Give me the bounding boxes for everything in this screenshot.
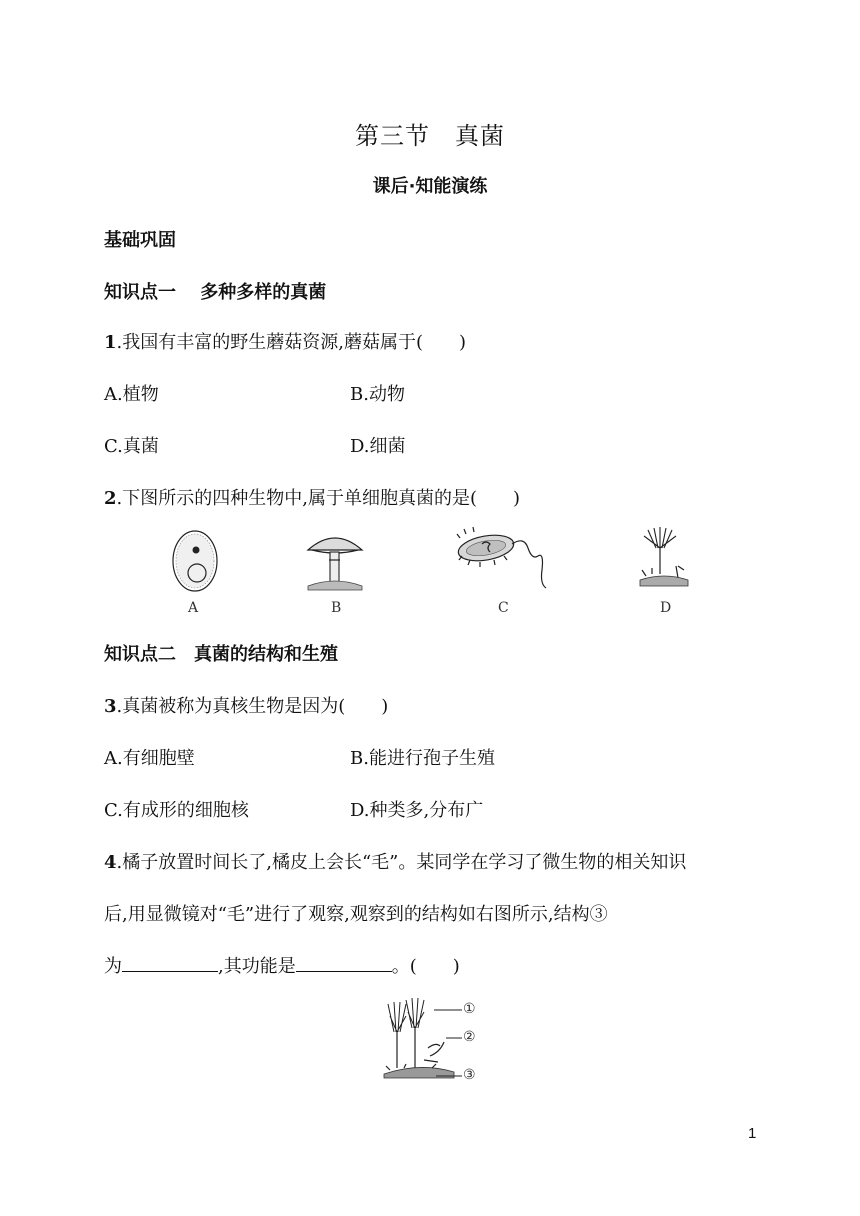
- option-b: B.能进行孢子生殖: [350, 748, 495, 769]
- text-segment: ,其功能是: [218, 956, 296, 977]
- option-a: A.有细胞壁: [104, 748, 195, 769]
- mushroom-figure: [300, 528, 370, 598]
- page-number: 1: [748, 1125, 757, 1142]
- structure-label-1: ①: [463, 1001, 476, 1017]
- knowledge-point-2: 知识点二 真菌的结构和生殖: [104, 644, 338, 665]
- option-b: B.动物: [350, 384, 405, 405]
- question-2: [104, 484, 520, 510]
- question-1: [104, 328, 466, 354]
- section-heading-basic: 基础巩固: [104, 230, 176, 251]
- option-c: C.真菌: [104, 436, 159, 457]
- question-3: [104, 692, 388, 718]
- page-title: 第三节 真菌: [355, 122, 505, 150]
- question-text: .真菌被称为真核生物是因为( ): [116, 696, 389, 717]
- question-4-line-1: [104, 848, 686, 874]
- question-text: .橘子放置时间长了,橘皮上会长“毛”。某同学在学习了微生物的相关知识: [116, 852, 687, 873]
- answer-blank-2[interactable]: [296, 953, 392, 972]
- text-segment: 。( ): [391, 956, 460, 977]
- structure-label-2: ②: [463, 1029, 476, 1045]
- option-c: C.有成形的细胞核: [104, 800, 249, 821]
- question-number: 4: [104, 852, 117, 873]
- mold-figure: [634, 526, 694, 592]
- figure-label-b: B: [331, 600, 342, 616]
- yeast-cell-figure: [160, 528, 230, 598]
- question-text: .下图所示的四种生物中,属于单细胞真菌的是( ): [116, 488, 521, 509]
- figure-label-a: A: [188, 600, 199, 616]
- figure-label-d: D: [660, 600, 672, 616]
- option-d: D.种类多,分布广: [350, 800, 484, 821]
- question-4-line-3: [104, 952, 460, 978]
- page-subtitle: 课后·知能演练: [372, 176, 488, 197]
- question-4-line-2: 后,用显微镜对“毛”进行了观察,观察到的结构如右图所示,结构③: [104, 904, 608, 925]
- question-number: 1: [104, 332, 117, 353]
- option-d: D.细菌: [350, 436, 406, 457]
- answer-blank-1[interactable]: [122, 953, 218, 972]
- figure-label-c: C: [498, 600, 509, 616]
- question-number: 3: [104, 696, 117, 717]
- option-a: A.植物: [104, 384, 159, 405]
- text-segment: 为: [104, 956, 122, 977]
- structure-label-3: ③: [463, 1067, 476, 1083]
- knowledge-point-1: 知识点一 多种多样的真菌: [104, 282, 327, 303]
- bacterium-figure: [454, 526, 554, 592]
- question-number: 2: [104, 488, 117, 509]
- question-text: .我国有丰富的野生蘑菇资源,蘑菇属于( ): [116, 332, 467, 353]
